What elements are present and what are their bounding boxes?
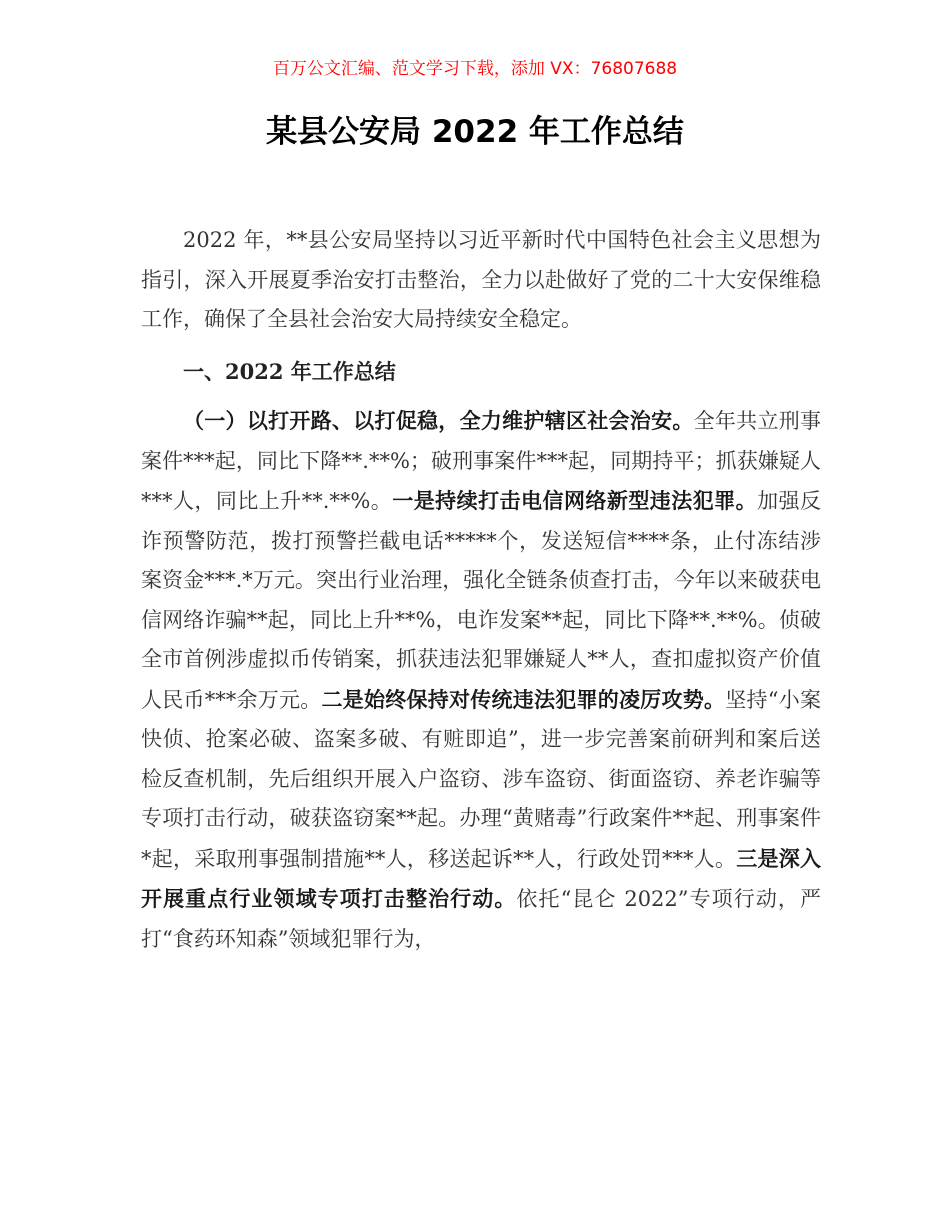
subsection-heading: （一）以打开路、以打促稳，全力维护辖区社会治安。: [183, 408, 694, 433]
paragraph-text: 全年共立刑事案件***起，同比下降**.**%；破刑事案件***起，同期持平；抓获嫌疑人***人，同比上升**.**%。: [141, 409, 822, 513]
paragraph-text: 加强反诈预警防范，拨打预警拦截电话*****个，发送短信****条，止付冻结涉案资金***.*万元。突出行业治理，强化全链条侦查打击，今年以来破获电信网络诈骗**起，同比上升**%，电诈发案**起，同比下降**.**%。侦破全市首例涉虚拟币传销案，抓获违法犯罪嫌疑人**人，查扣虚拟资产价值人民币***余万元。: [141, 489, 821, 712]
point-heading-2: 二是始终保持对传统违法犯罪的凌厉攻势。: [321, 686, 726, 712]
paragraph-text: 依托“昆仑 2022”专项行动，严打“食药环知森”领域犯罪行为，: [141, 887, 822, 951]
section-heading: 一、2022 年工作总结: [183, 358, 396, 384]
watermark-banner: 百万公文汇编、范文学习下载，添加 VX：76807688: [272, 59, 678, 79]
intro-paragraph: 2022 年，**县公安局坚持以习近平新时代中国特色社会主义思想为指引，深入开展夏季治安打击整治，全力以赴做好了党的二十大安保维稳工作，确保了全县社会治安大局持续安全稳定。: [141, 228, 821, 331]
body-paragraph: [141, 401, 821, 959]
point-heading-1: 一是持续打击电信网络新型违法犯罪。: [392, 488, 758, 513]
point-heading-3: 三是深入开展重点行业领域专项打击整治行动。: [141, 845, 822, 911]
paragraph-text: 坚持“小案快侦、抢案必破、盗案多破、有赃即追”，进一步完善案前研判和案后送检反查机制，先后组织开展入户盗窃、涉车盗窃、街面盗窃、养老诈骗等专项打击行动，破获盗窃案**起。办理“黄赌毒”行政案件**起、刑事案件*起，采取刑事强制措施**人，移送起诉**人，行政处罚***人。: [141, 687, 821, 871]
document-body: [141, 221, 821, 959]
page-title: 某县公安局 2022 年工作总结: [266, 114, 684, 150]
